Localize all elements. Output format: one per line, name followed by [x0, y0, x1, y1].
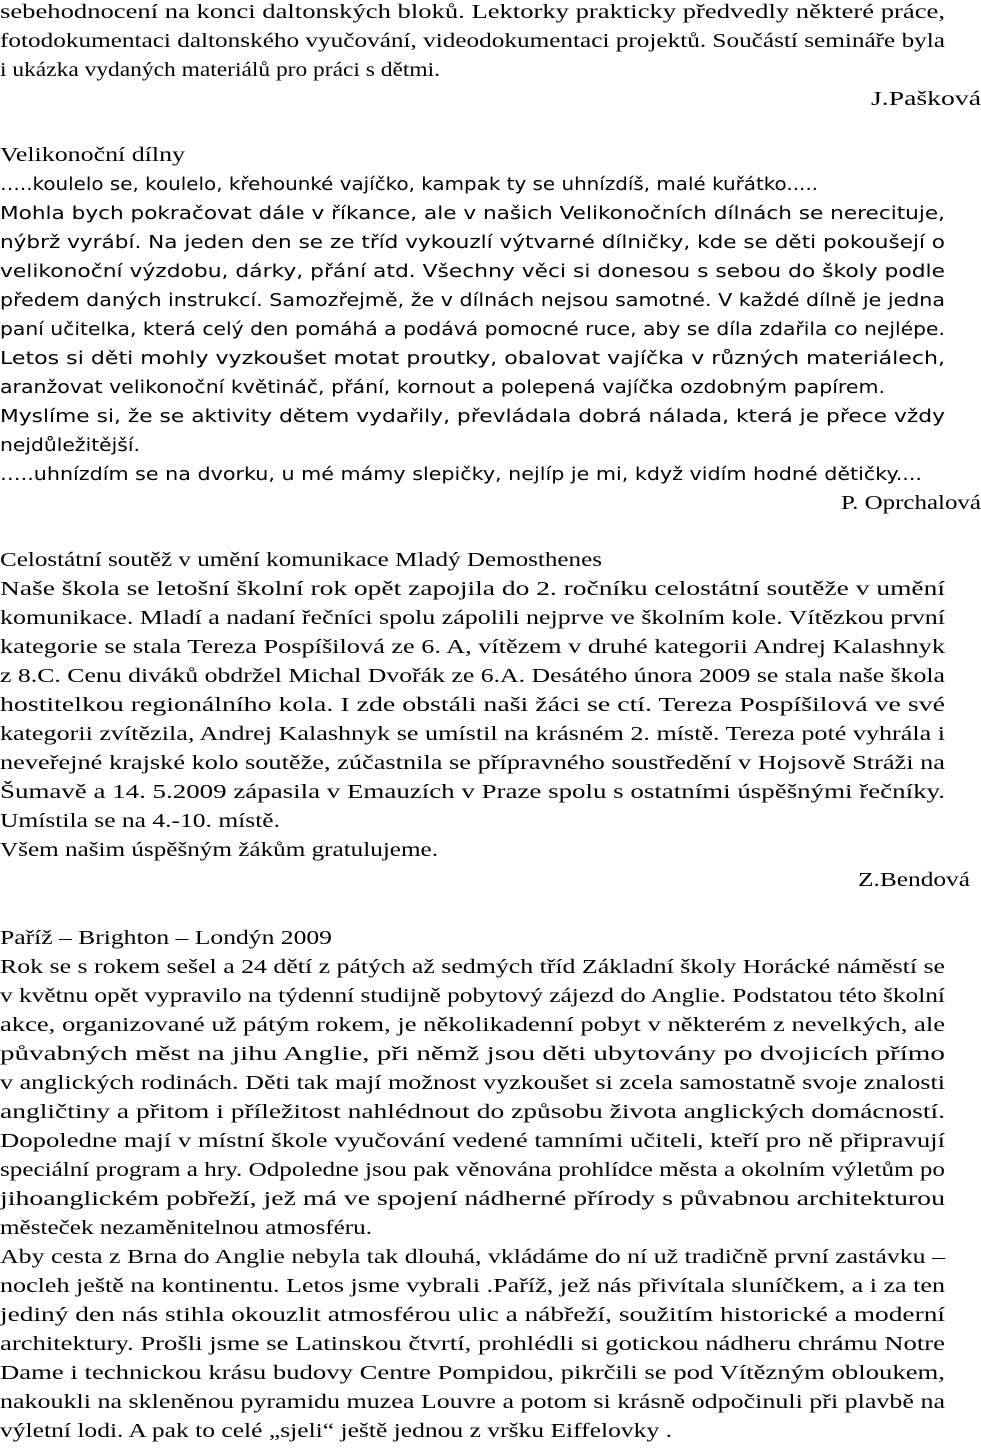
text-line: Aby cesta z Brna do Anglie nebyla tak dlouhá, vkládáme do ní už tradičně první zastávku – — [0, 1247, 946, 1268]
text-line: velikonoční výzdobu, dárky, přání atd. Všechny věci si donesou s sebou do školy podle — [0, 262, 945, 282]
text-line: výletní lodi. A pak to celé „sjeli“ ještě jednou z vršku Eiffelovky . — [0, 1421, 672, 1442]
section-heading: Velikonoční dílny — [0, 145, 185, 166]
text-line: Šumavě a 14. 5.2009 zápasila v Emauzích v Praze spolu s ostatními úspěšnými řečníky. — [0, 782, 945, 803]
text-line: nejdůležitější. — [0, 436, 140, 456]
text-line: Umístila se na 4.-10. místě. — [0, 811, 280, 832]
text-line: z 8.C. Cenu diváků obdržel Michal Dvořák ze 6.A. Desátého února 2009 se stala naše škola — [0, 666, 946, 687]
text-line: fotodokumentaci daltonského vyučování, videodokumentaci projektů. Součástí semináře byla — [0, 31, 945, 52]
text-line: sebehodnocení na konci daltonských bloků. Lektorky prakticky předvedly některé práce, — [0, 2, 945, 23]
text-line: speciální program a hry. Odpoledne jsou pak věnována prohlídce města a okolním výletům po — [0, 1160, 945, 1181]
text-line: Naše škola se letošní školní rok opět zapojila do 2. ročníku celostátní soutěže v umění — [0, 579, 946, 600]
text-line: jediný den nás stihla okouzlit atmosférou ulic a nábřeží, soužitím historické a moderní — [0, 1305, 945, 1326]
text-line: nakoukli na skleněnou pyramidu muzea Louvre a potom si krásně odpočinuli při plavbě na — [0, 1392, 945, 1413]
text-line: aranžovat velikonoční květináč, přání, kornout a polepená vajíčka ozdobným papírem. — [0, 378, 885, 398]
text-line: Všem našim úspěšným žákům gratulujeme. — [0, 840, 438, 861]
text-line: v anglických rodinách. Děti tak mají možnost vyzkoušet si zcela samostatně svoje znalosti — [0, 1073, 946, 1094]
author-signature: Z.Bendová — [857, 870, 970, 891]
text-line: akce, organizované už pátým rokem, je několikadenní pobyt v některém z nevelkých, ale — [0, 1015, 945, 1036]
text-line: i ukázka vydaných materiálů pro práci s dětmi. — [0, 60, 440, 81]
text-line: architektury. Prošli jsme se Latinskou čtvrtí, prohlédli si gotickou nádheru chrámu Notre — [0, 1334, 945, 1355]
text-line: …..koulelo se, koulelo, křehounké vajíčko, kampak ty se uhnízdíš, malé kuřátko..... — [0, 175, 818, 195]
author-signature: J.Pašková — [870, 89, 981, 110]
text-line: kategorii zvítězila, Andrej Kalashnyk se umístil na krásném 2. místě. Tereza poté vyhrála i — [0, 724, 945, 745]
text-line: jihoanglickém pobřeží, jež má ve spojení nádherné přírody s půvabnou architekturou — [0, 1189, 945, 1210]
text-line: v květnu opět vypravilo na týdenní studijně pobytový zájezd do Anglie. Podstatou této školní — [0, 986, 945, 1007]
section-heading: Paříž – Brighton – Londýn 2009 — [0, 928, 332, 949]
text-line: …..uhnízdím se na dvorku, u mé mámy slepičky, nejlíp je mi, když vidím hodné dětičky.... — [0, 465, 923, 485]
text-line: angličtiny a přitom i příležitost nahlédnout do způsobu života anglických domácností. — [0, 1102, 945, 1123]
text-line: Letos si děti mohly vyzkoušet motat proutky, obalovat vajíčka v různých materiálech, — [0, 349, 945, 369]
text-line: hostitelkou regionálního kola. I zde obstáli naši žáci se ctí. Tereza Pospíšilová ve své — [0, 695, 945, 716]
text-line: nocleh ještě na kontinentu. Letos jsme vybrali .Paříž, jež nás přivítala sluníčkem, a i za ten — [0, 1276, 945, 1297]
text-line: nýbrž vyrábí. Na jeden den se ze tříd vykouzlí výtvarné dílničky, kde se děti pokoušejí o — [0, 233, 946, 253]
text-line: neveřejné krajské kolo soutěže, zúčastnila se přípravného soustředění v Hojsově Stráži na — [0, 753, 945, 774]
text-line: paní učitelka, která celý den pomáhá a podává pomocné ruce, aby se díla zdařila co nejlépe. — [0, 320, 945, 340]
text-line: Dopoledne mají v místní škole vyučování vedené tamními učiteli, kteří pro ně připravují — [0, 1131, 945, 1152]
section-heading: Celostátní soutěž v umění komunikace Mladý Demosthenes — [0, 550, 602, 571]
text-line: Myslíme si, že se aktivity dětem vydařily, převládala dobrá nálada, která je přece vždy — [0, 407, 945, 427]
author-signature: P. Oprchalová — [840, 493, 981, 514]
text-line: půvabných měst na jihu Anglie, při němž jsou děti ubytovány po dvojicích přímo — [0, 1044, 945, 1065]
text-line: komunikace. Mladí a nadaní řečníci spolu zápolili nejprve ve školním kole. Vítězkou první — [0, 608, 945, 629]
text-line: Rok se s rokem sešel a 24 dětí z pátých až sedmých tříd Základní školy Horácké náměstí se — [0, 957, 946, 978]
text-line: kategorie se stala Tereza Pospíšilová ze 6. A, vítězem v druhé kategorii Andrej Kalashnyk — [0, 637, 945, 658]
text-line: městeček nezaměnitelnou atmosféru. — [0, 1218, 372, 1239]
text-line: Mohla bych pokračovat dále v říkance, ale v našich Velikonočních dílnách se nerecituje, — [0, 204, 946, 224]
text-line: předem daných instrukcí. Samozřejmě, že v dílnách nejsou samotné. V každé dílně je jedna — [0, 291, 945, 311]
text-line: Dame i technickou krásu budovy Centre Pompidou, pikrčili se pod Vítězným obloukem, — [0, 1363, 945, 1384]
